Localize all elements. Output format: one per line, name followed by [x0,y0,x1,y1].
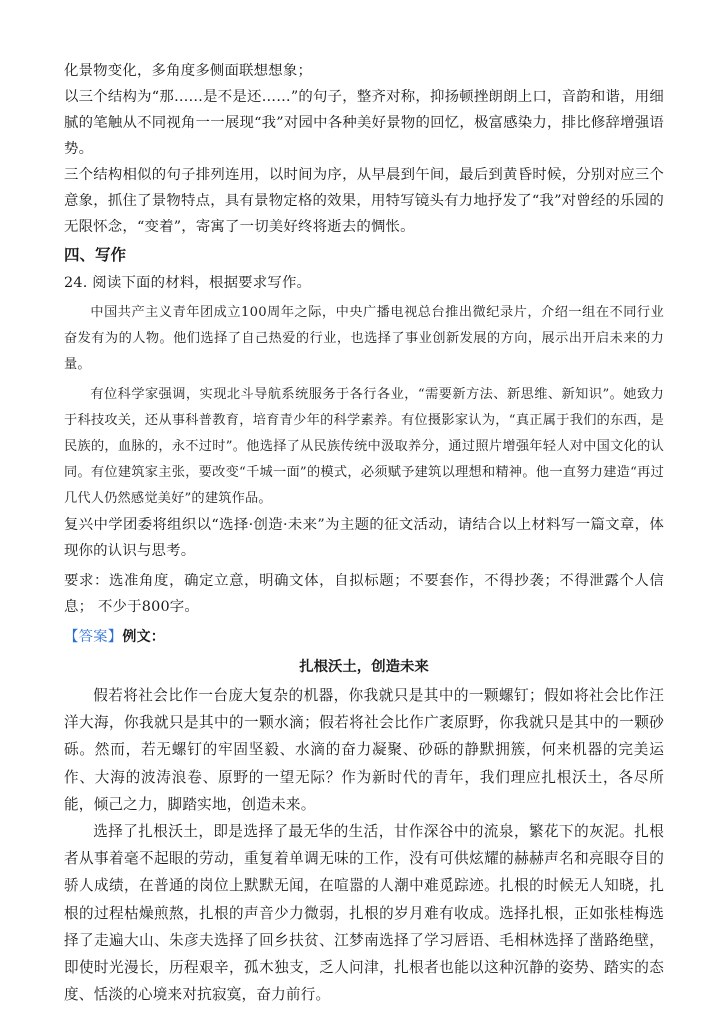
analysis-point-0: 化景物变化，多角度多侧面联想想象； [64,63,313,79]
writing-task: 复兴中学团委将组织以“选择·创造·未来”为主题的征文活动，请结合以上材料写一篇文章，体现你的认识与思考。 [64,517,664,559]
example-label: 例文： [122,629,165,645]
question-stem: 24. 阅读下面的材料，根据要求写作。 [64,275,312,291]
answer-line [64,624,664,650]
essay-title: 扎根沃土，创造未来 [299,659,429,675]
essay-paragraph-2: 选择了扎根沃土，即是选择了最无华的生活，甘作深谷中的流泉，繁花下的灰泥。扎根者从事着毫不起眼的劳动，重复着单调无味的工作，没有可供炫耀的赫赫声名和亮眼夺目的骄人成绩，在普通的岗位上默默无闻，在喧嚣的人潮中难觅踪迹。扎根的时候无人知晓，扎根的过程枯燥煎熬，扎根的声音少力微弱，扎根的岁月难有收成。选择扎根，正如张桂梅选择了走遍大山、朱彦夫选择了回乡扶贫、江梦南选择了学习唇语、毛相林选择了凿路绝壁，即使时光漫长，历程艰辛，孤木独支，乏人问津，扎根者也能以这种沉静的姿势、踏实的态度、恬淡的心境来对抗寂寞，奋力前行。 [64,823,664,1004]
writing-requirements: 要求：选准角度，确定立意，明确文体，自拟标题；不要套作，不得抄袭；不得泄露个人信息； 不少于800字。 [64,573,664,615]
analysis-point-1: 以三个结构为“那……是不是还……”的句子，整齐对称，抑扬顿挫朗朗上口，音韵和谐，用细腻的笔触从不同视角一一展现“我”对园中各种美好景物的回忆，极富感染力，排比修辞增强语势。 [64,89,664,157]
document-page [64,58,664,1008]
material-paragraph-2: 有位科学家强调，实现北斗导航系统服务于各行各业，“需要新方法、新思维、新知识”。她致力于科技攻关，还从事科普教育，培育青少年的科学素养。有位摄影家认为，“真正属于我们的东西，是民族的，血脉的，永不过时”。他选择了从民族传统中汲取养分，通过照片增强年轻人对中国文化的认同。有位建筑家主张，要改变“千城一面”的模式，必须赋予建筑以理想和精神。他一直努力建造“再过几代人仍然感觉美好”的建筑作品。 [64,387,664,506]
section-heading: 四、写作 [64,246,127,264]
answer-tag: 【答案】 [64,629,123,645]
essay-paragraph-1: 假若将社会比作一台庞大复杂的机器，你我就只是其中的一颗螺钉；假如将社会比作汪洋大海，你我就只是其中的一颗水滴；假若将社会比作广袤原野，你我就只是其中的一颗砂砾。然而，若无螺钉的牢固坚毅、水滴的奋力凝聚、砂砾的静默拥簇，何来机器的完美运作、大海的波涛浪卷、原野的一望无际？作为新时代的青年，我们理应扎根沃土，各尽所能，倾己之力，脚踏实地，创造未来。 [64,687,664,813]
analysis-point-2: 三个结构相似的句子排列连用，以时间为序，从早晨到午间，最后到黄昏时候，分别对应三个意象，抓住了景物特点，具有景物定格的效果，用特写镜头有力地抒发了“我”对曾经的乐园的无限怀念，“变着”，寄寓了一切美好终将逝去的惆怅。 [64,167,664,235]
material-paragraph-1: 中国共产主义青年团成立100周年之际，中央广播电视总台推出微纪录片，介绍一组在不同行业奋发有为的人物。他们选择了自己热爱的行业，也选择了事业创新发展的方向，展示出开启未来的力量。 [64,305,664,372]
